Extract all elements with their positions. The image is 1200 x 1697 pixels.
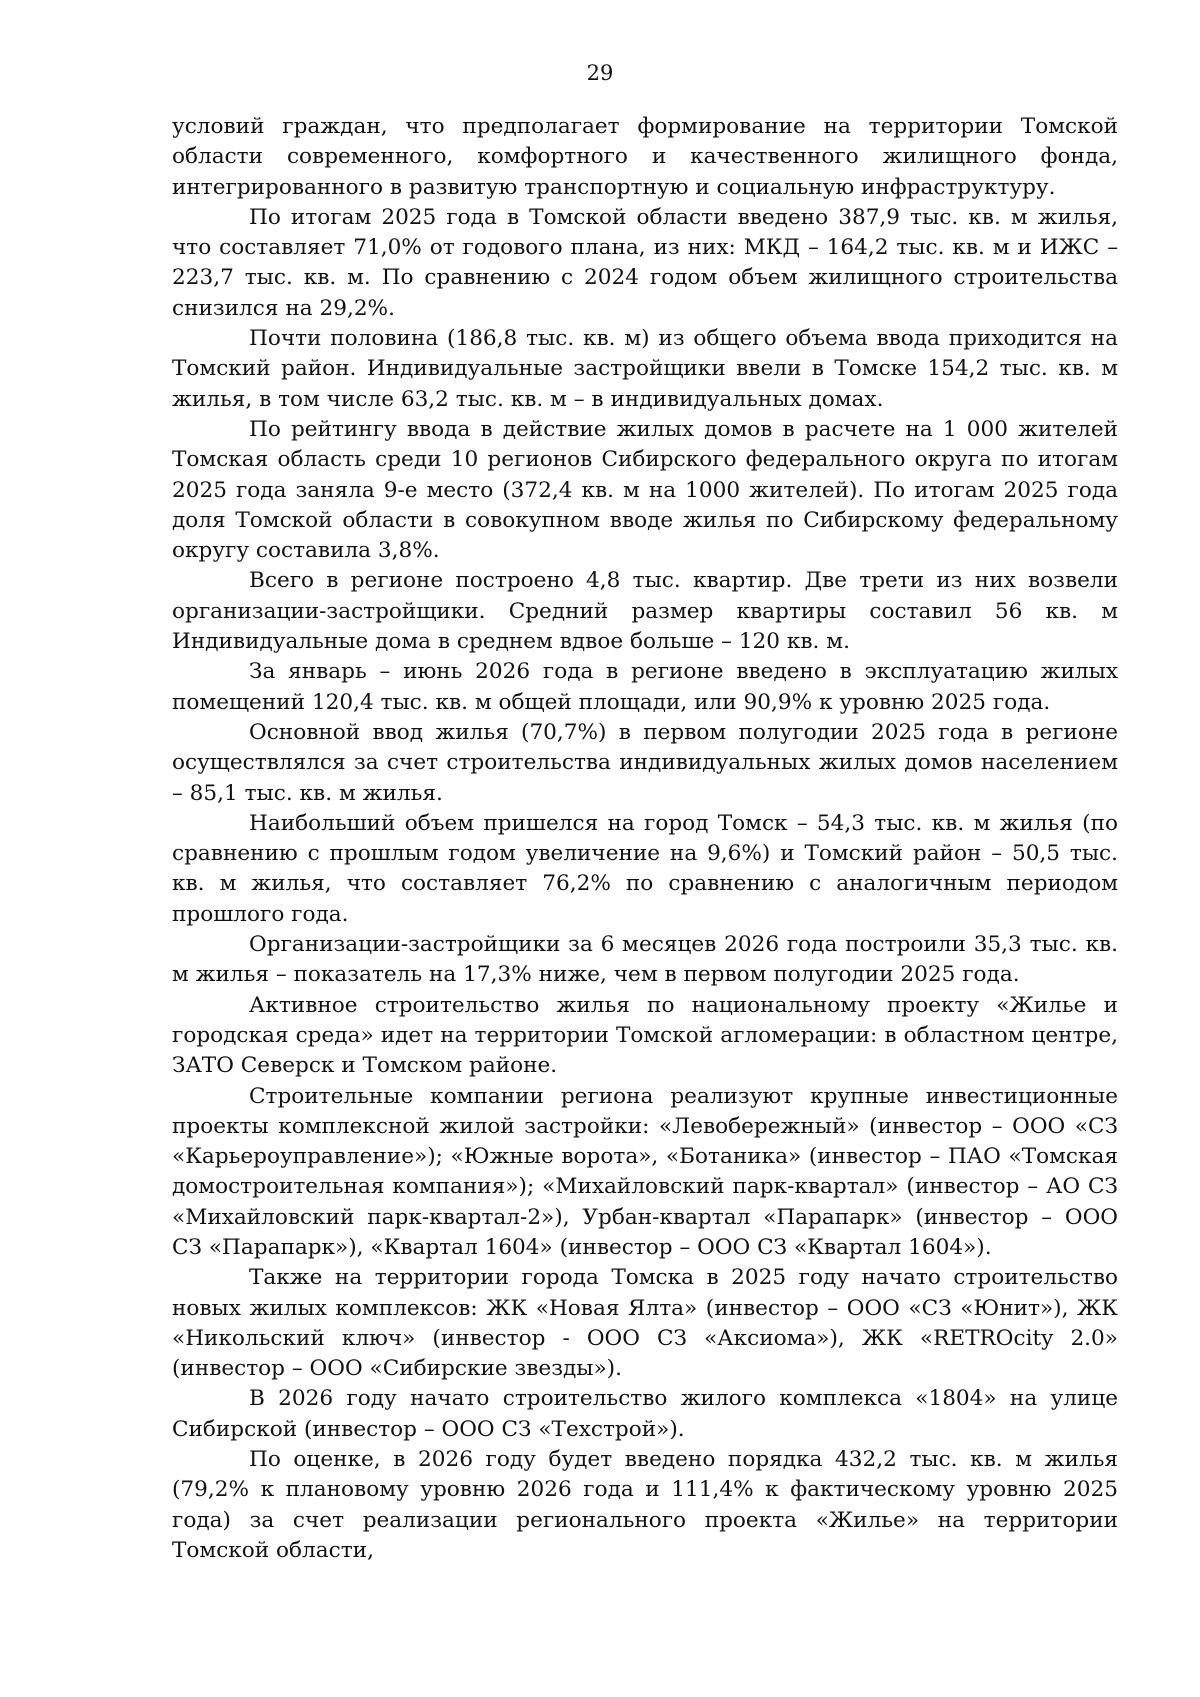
page-number: 29 — [586, 61, 614, 85]
paragraph-siberian-rating: По рейтингу ввода в действие жилых домов в расчете на 1 000 жителей Томская область среди 10 регионов Сибирского федерального округа по итогам 2025 года заняла 9-е место (372,4 кв. м на 1000 жителей). По итогам 2025 года доля Томской области в совокупном вводе жилья по Сибирскому федеральному округу составила 3,8%. — [172, 416, 1118, 564]
paragraph-new-complexes-2025: Также на территории города Томска в 2025 году начато строительство новых жилых комплексов: ЖК «Новая Ялта» (инвестор – ООО «СЗ «Юнит»), ЖК «Никольский ключ» (инвестор - ООО СЗ «Аксиома»), ЖК «RETROcity 2.0» (инвестор – ООО «Сибирские звезды»). — [172, 1265, 1118, 1382]
paragraph-developers-6-months: Организации-застройщики за 6 месяцев 2026 года построили 35,3 тыс. кв. м жилья – показатель на 17,3% ниже, чем в первом полугодии 2025 года. — [172, 932, 1118, 988]
paragraph-2025-housing-results: По итогам 2025 года в Томской области введено 387,9 тыс. кв. м жилья, что составляет 71,0% от годового плана, из них: МКД – 164,2 тыс. кв. м и ИЖС – 223,7 тыс. кв. м. По сравнению с 2024 годом объем жилищного строительства снизился на 29,2%. — [172, 204, 1118, 321]
paragraph-tomsk-volume: Наибольший объем пришелся на город Томск – 54,3 тыс. кв. м жилья (по сравнению с прошлым годом увеличение на 9,6%) и Томский район – 50,5 тыс. кв. м жилья, что составляет 76,2% по сравнению с аналогичным периодом прошлого года. — [172, 810, 1118, 927]
paragraph-apartments-built: Всего в регионе построено 4,8 тыс. квартир. Две трети из них возвели организации-застройщики. Средний размер квартиры составил 56 кв. м Индивидуальные дома в среднем вдвое больше – 120 кв. м. — [172, 568, 1118, 655]
body-text — [172, 112, 1118, 1566]
paragraph-tomsk-district-share: Почти половина (186,8 тыс. кв. м) из общего объема ввода приходится на Томский район. Индивидуальные застройщики ввели в Томске 154,2 тыс. кв. м жилья, в том числе 63,2 тыс. кв. м – в индивидуальных домах. — [172, 326, 1118, 412]
paragraph-individual-houses: Основной ввод жилья (70,7%) в первом полугодии 2025 года в регионе осуществлялся за счет строительства индивидуальных жилых домов населением – 85,1 тыс. кв. м жилья. — [172, 719, 1118, 806]
paragraph-2026-forecast: По оценке, в 2026 году будет введено порядка 432,2 тыс. кв. м жилья (79,2% к плановому уровню 2026 года и 111,4% к фактическому уровню 2025 года) за счет реализации регионального проекта «Жилье» на территории Томской области, — [172, 1447, 1118, 1563]
paragraph-national-project: Активное строительство жилья по национальному проекту «Жилье и городская среда» идет на территории Томской агломерации: в областном центре, ЗАТО Северск и Томском районе. — [172, 992, 1118, 1079]
paragraph-jan-jun-2026: За январь – июнь 2026 года в регионе введено в эксплуатацию жилых помещений 120,4 тыс. кв. м общей площади, или 90,9% к уровню 2025 года. — [172, 659, 1118, 715]
paragraph-investment-projects: Строительные компании региона реализуют крупные инвестиционные проекты комплексной жилой застройки: «Левобережный» (инвестор – ООО «СЗ «Карьероуправление»); «Южные ворота», «Ботаника» (инвестор – ПАО «Томская домостроительная компания»); «Михайловский парк-квартал» (инвестор – АО СЗ «Михайловский парк-квартал-2»), Урбан-квартал «Парапарк» (инвестор – ООО СЗ «Парапарк»), «Квартал 1604» (инвестор – ООО СЗ «Квартал 1604»). — [172, 1083, 1118, 1260]
paragraph-continuation: условий граждан, что предполагает формирование на территории Томской области современного, комфортного и качественного жилищного фонда, интегрированного в развитую транспортную и социальную инфраструктуру. — [172, 114, 1118, 200]
paragraph-complex-1804: В 2026 году начато строительство жилого комплекса «1804» на улице Сибирской (инвестор – ООО СЗ «Техстрой»). — [172, 1386, 1118, 1442]
